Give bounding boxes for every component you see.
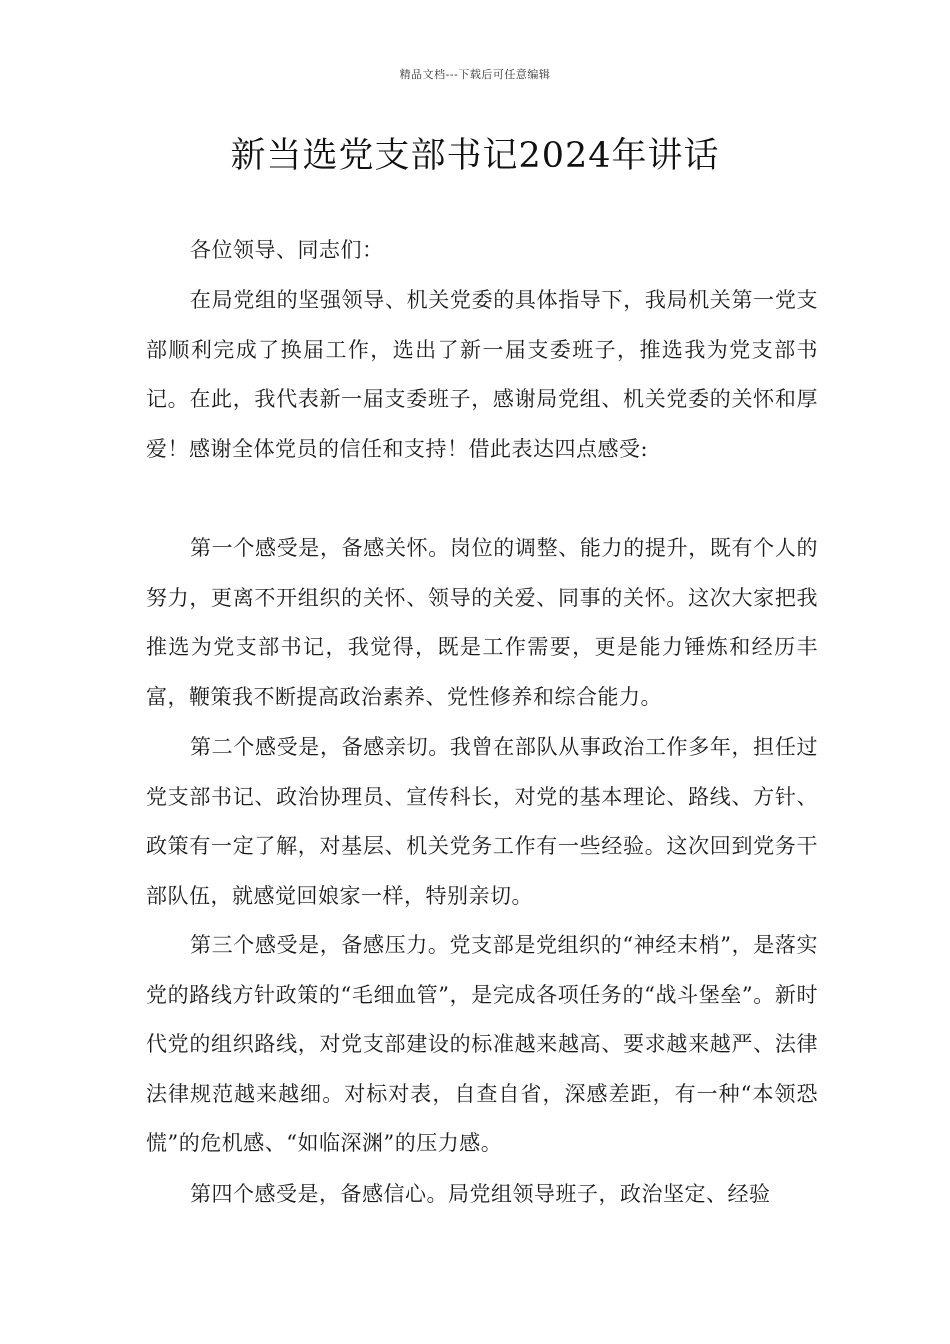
paragraph-feeling-3: 第三个感受是，备感压力。党支部是党组织的“神经末梢”，是落实党的路线方针政策的“毛细血管”，是完成各项任务的“战斗堡垒”。新时代党的组织路线，对党支部建设的标准越来越高、要求越来越严、法律法律规范越来越细。对标对表，自查自省，深感差距，有一种“本领恐慌”的危机感、“如临深渊”的压力感。 [146, 933, 818, 1156]
paragraph-feeling-1: 第一个感受是，备感关怀。岗位的调整、能力的提升，既有个人的努力，更离不开组织的关怀、领导的关爱、同事的关怀。这次大家把我推选为党支部书记，我觉得，既是工作需要，更是能力锤炼和经历丰富，鞭策我不断提高政治素养、党性修养和综合能力。 [146, 536, 818, 709]
paragraph-feeling-2: 第二个感受是，备感亲切。我曾在部队从事政治工作多年，担任过党支部书记、政治协理员、宣传科长，对党的基本理论、路线、方针、政策有一定了解，对基层、机关党务工作有一些经验。这次回到党务干部队伍，就感觉回娘家一样，特别亲切。 [146, 735, 818, 908]
header-note: 精品文档---下载后可任意编辑 [399, 68, 551, 81]
paragraph-intro: 在局党组的坚强领导、机关党委的具体指导下，我局机关第一党支部顺利完成了换届工作，选出了新一届支委班子，推选我为党支部书记。在此，我代表新一届支委班子，感谢局党组、机关党委的关怀和厚爱！感谢全体党员的信任和支持！借此表达四点感受: [146, 288, 818, 461]
salutation: 各位领导、同志们： [190, 238, 384, 262]
document-title: 新当选党支部书记2024年讲话 [230, 136, 720, 176]
paragraph-feeling-4: 第四个感受是，备感信心。局党组领导班子，政治坚定、经验 [190, 1182, 771, 1206]
